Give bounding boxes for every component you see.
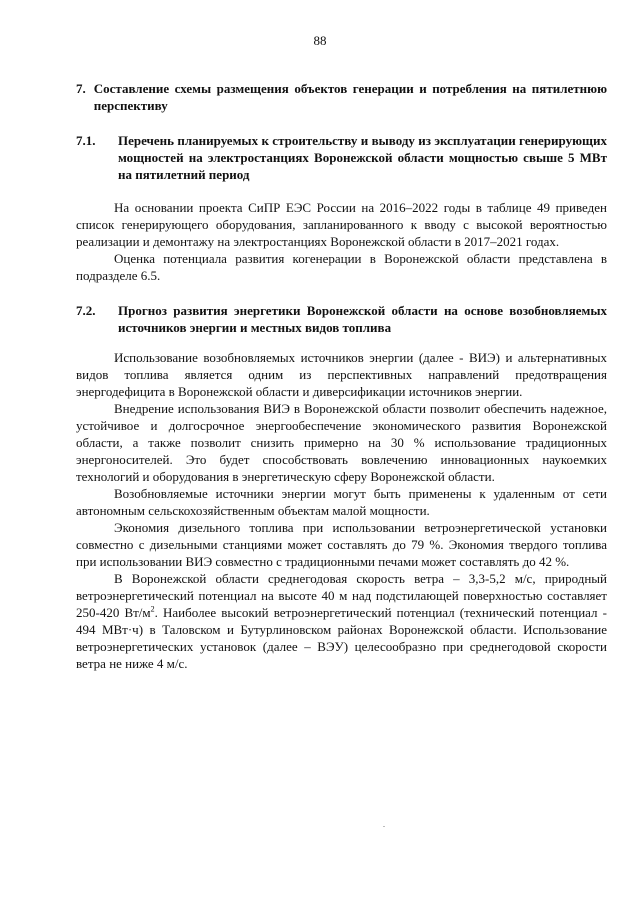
- section-7-number: 7.: [76, 81, 86, 96]
- section-7-1-number: 7.1.: [76, 133, 96, 148]
- document-body: [76, 80, 607, 672]
- paragraph: Внедрение использования ВИЭ в Воронежской области позволит обеспечить надежное, устойчивое и долгосрочное энергообеспечение экономического развития Воронежской области, а также позволит снизить примерно на 30 % использование традиционных энергоносителей. Это будет способствовать вовлечению инновационных наукоемких технологий и оборудования в энергетическую сферу Воронежской области.: [76, 401, 607, 484]
- section-7-title: Составление схемы размещения объектов генерации и потребления на пятилетнюю перспективу: [93, 81, 607, 113]
- section-7-2-title: Прогноз развития энергетики Воронежской области на основе возобновляемых источников энергии и местных видов топлива: [118, 303, 607, 335]
- scan-speck: [383, 826, 385, 827]
- wind-potential-paragraph: [76, 570, 607, 672]
- section-7-1-heading: [76, 132, 607, 183]
- page-number: 88: [313, 33, 327, 48]
- paragraph: Экономия дизельного топлива при использовании ветроэнергетической установки совместно с дизельными станциями может составлять до 79 %. Экономия твердого топлива при использовании ВИЭ совместно с традиционными печами может составлять до 42 %.: [76, 520, 607, 569]
- wind-text-after: . Наиболее высокий ветроэнергетический потенциал (технический потенциал - 494 МВт·ч) в Таловском и Бутурлиновском районах Воронежской области. Использование ветроэнергетических установок (далее – ВЭУ) целесообразно при среднегодовой скорости ветра не ниже 4 м/с.: [76, 605, 607, 671]
- paragraph: Возобновляемые источники энергии могут быть применены к удаленным от сети автономным сельскохозяйственным объектам малой мощности.: [76, 486, 607, 518]
- paragraph: Оценка потенциала развития когенерации в Воронежской области представлена в подразделе 6.5.: [76, 251, 607, 283]
- section-7-2-heading: [76, 302, 607, 336]
- section-7-1-title: Перечень планируемых к строительству и выводу из эксплуатации генерирующих мощностей на электростанциях Воронежской области мощностью свыше 5 МВт на пятилетний период: [118, 133, 607, 182]
- superscript: 2: [150, 604, 155, 614]
- paragraph: На основании проекта СиПР ЕЭС России на 2016–2022 годы в таблице 49 приведен список генерирующего оборудования, запланированного к вводу с высокой вероятностью реализации и демонтажу на электростанциях Воронежской области в 2017–2021 годах.: [76, 200, 607, 249]
- paragraph: Использование возобновляемых источников энергии (далее - ВИЭ) и альтернативных видов топлива является одним из перспективных направлений предотвращения энергодефицита в Воронежской области и диверсификации источников энергии.: [76, 350, 607, 399]
- section-7-2-number: 7.2.: [76, 303, 96, 318]
- wind-text-before: В Воронежской области среднегодовая скорость ветра – 3,3-5,2 м/с, природный ветроэнергетический потенциал на высоте 40 м над подстилающей поверхностью составляет 250-420 Вт/м: [76, 571, 607, 620]
- section-7-heading: [76, 80, 607, 114]
